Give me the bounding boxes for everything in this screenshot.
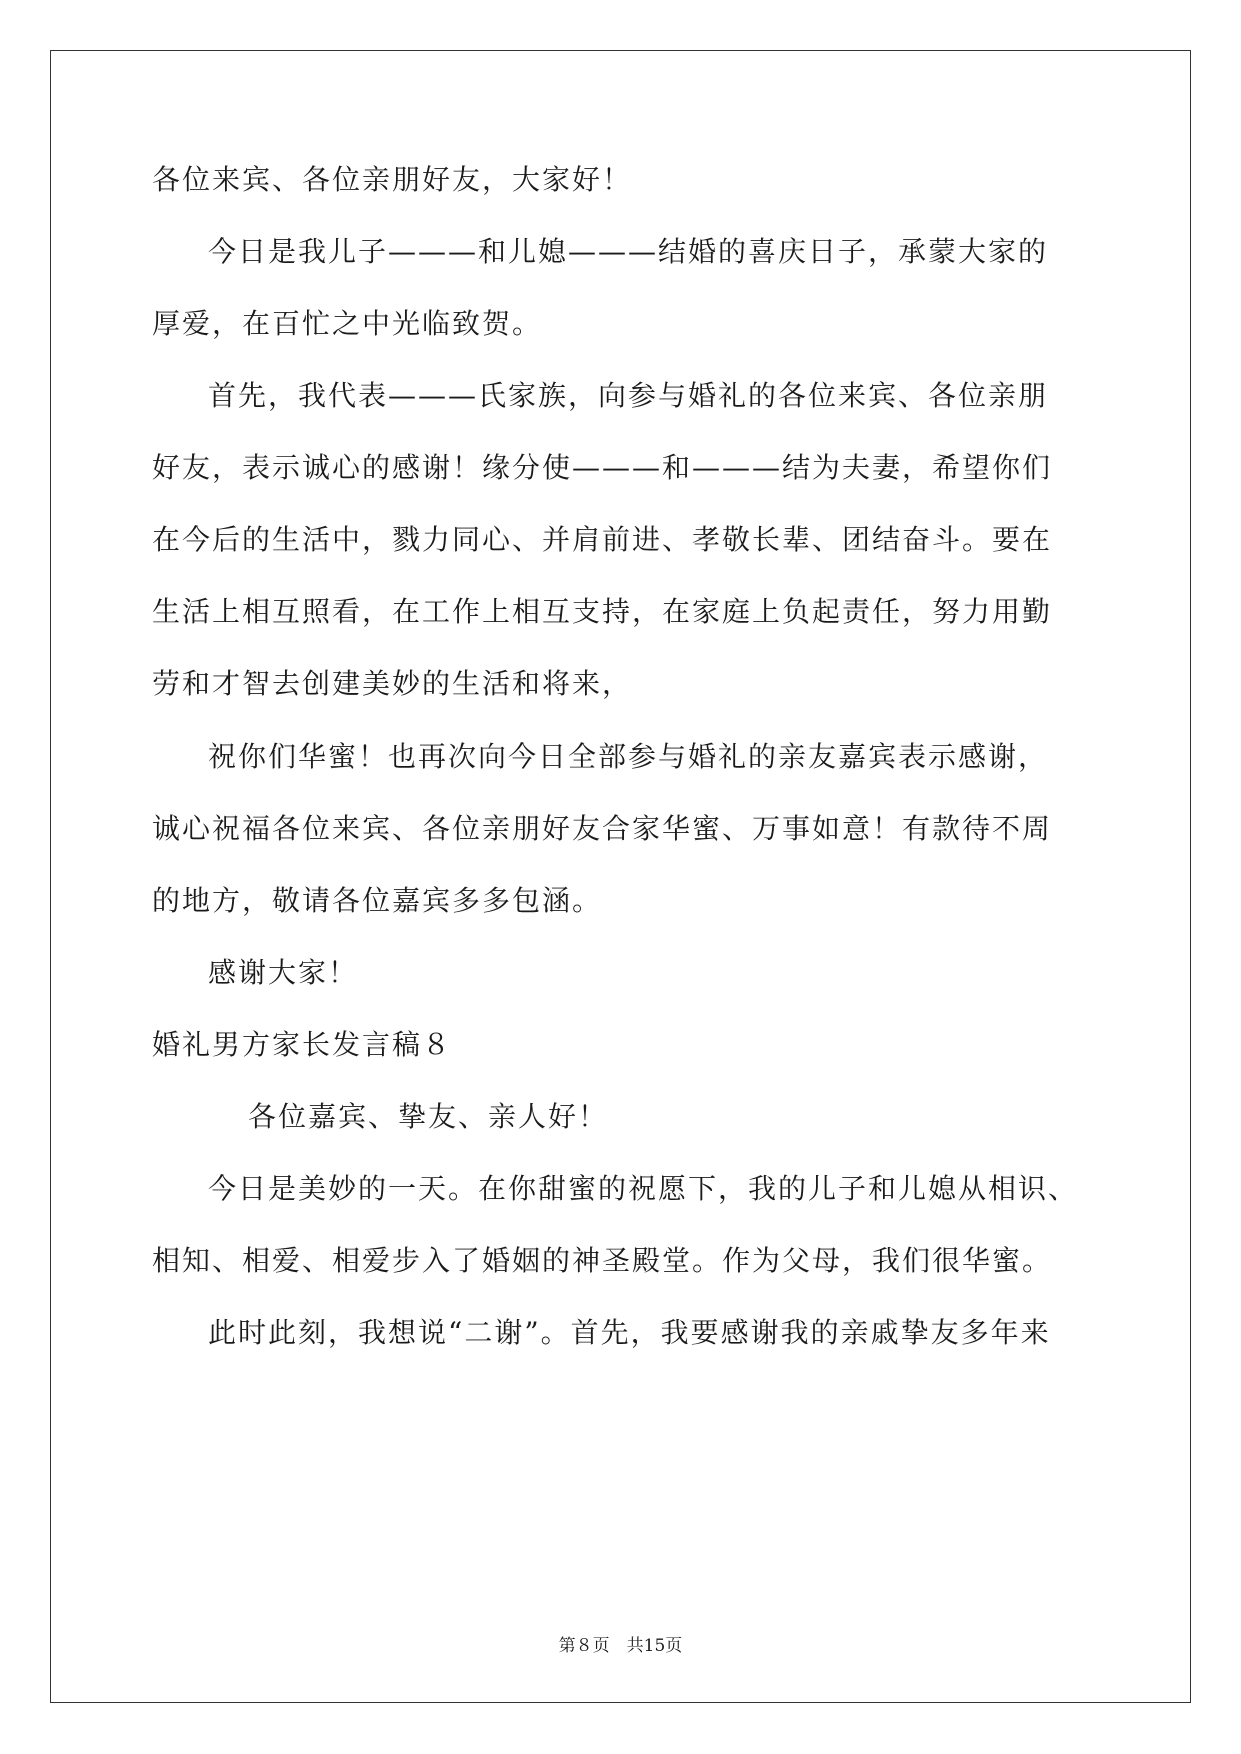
paragraph-line: 生活上相互照看，在工作上相互支持，在家庭上负起责任，努力用勤: [152, 595, 1053, 628]
paragraph-line: 的地方，敬请各位嘉宾多多包涵。: [152, 884, 603, 917]
paragraph-line: 今日是我儿子———和儿媳———结婚的喜庆日子，承蒙大家的: [208, 235, 1049, 268]
paragraph-line: 首先，我代表———氏家族，向参与婚礼的各位来宾、各位亲朋: [208, 379, 1049, 412]
paragraph-line: 诚心祝福各位来宾、各位亲朋好友合家华蜜、万事如意！有款待不周: [152, 812, 1053, 845]
greeting-line: 各位来宾、各位亲朋好友，大家好！: [152, 163, 633, 196]
closing-line: 感谢大家！: [208, 956, 359, 989]
paragraph-line: 在今后的生活中，戮力同心、并肩前进、孝敬长辈、团结奋斗。要在: [152, 523, 1053, 556]
paragraph-line: 好友，表示诚心的感谢！缘分使———和———结为夫妻，希望你们: [152, 451, 1053, 484]
paragraph-line: 此时此刻，我想说“二谢”。首先，我要感谢我的亲戚挚友多年来: [208, 1316, 1051, 1349]
paragraph-line: 祝你们华蜜！也再次向今日全部参与婚礼的亲友嘉宾表示感谢，: [208, 740, 1049, 773]
paragraph-line: 相知、相爱、相爱步入了婚姻的神圣殿堂。作为父母，我们很华蜜。: [152, 1244, 1053, 1277]
paragraph-line: 劳和才智去创建美妙的生活和将来，: [152, 667, 633, 700]
page-border: [50, 50, 1191, 1703]
greeting-line: 各位嘉宾、挚友、亲人好！: [248, 1100, 609, 1133]
paragraph-line: 今日是美妙的一天。在你甜蜜的祝愿下，我的儿子和儿媳从相识、: [208, 1172, 1079, 1205]
paragraph-line: 厚爱，在百忙之中光临致贺。: [152, 307, 543, 340]
page-number-footer: 第８页 共15页: [558, 1636, 683, 1656]
section-heading: 婚礼男方家长发言稿８: [152, 1028, 453, 1061]
